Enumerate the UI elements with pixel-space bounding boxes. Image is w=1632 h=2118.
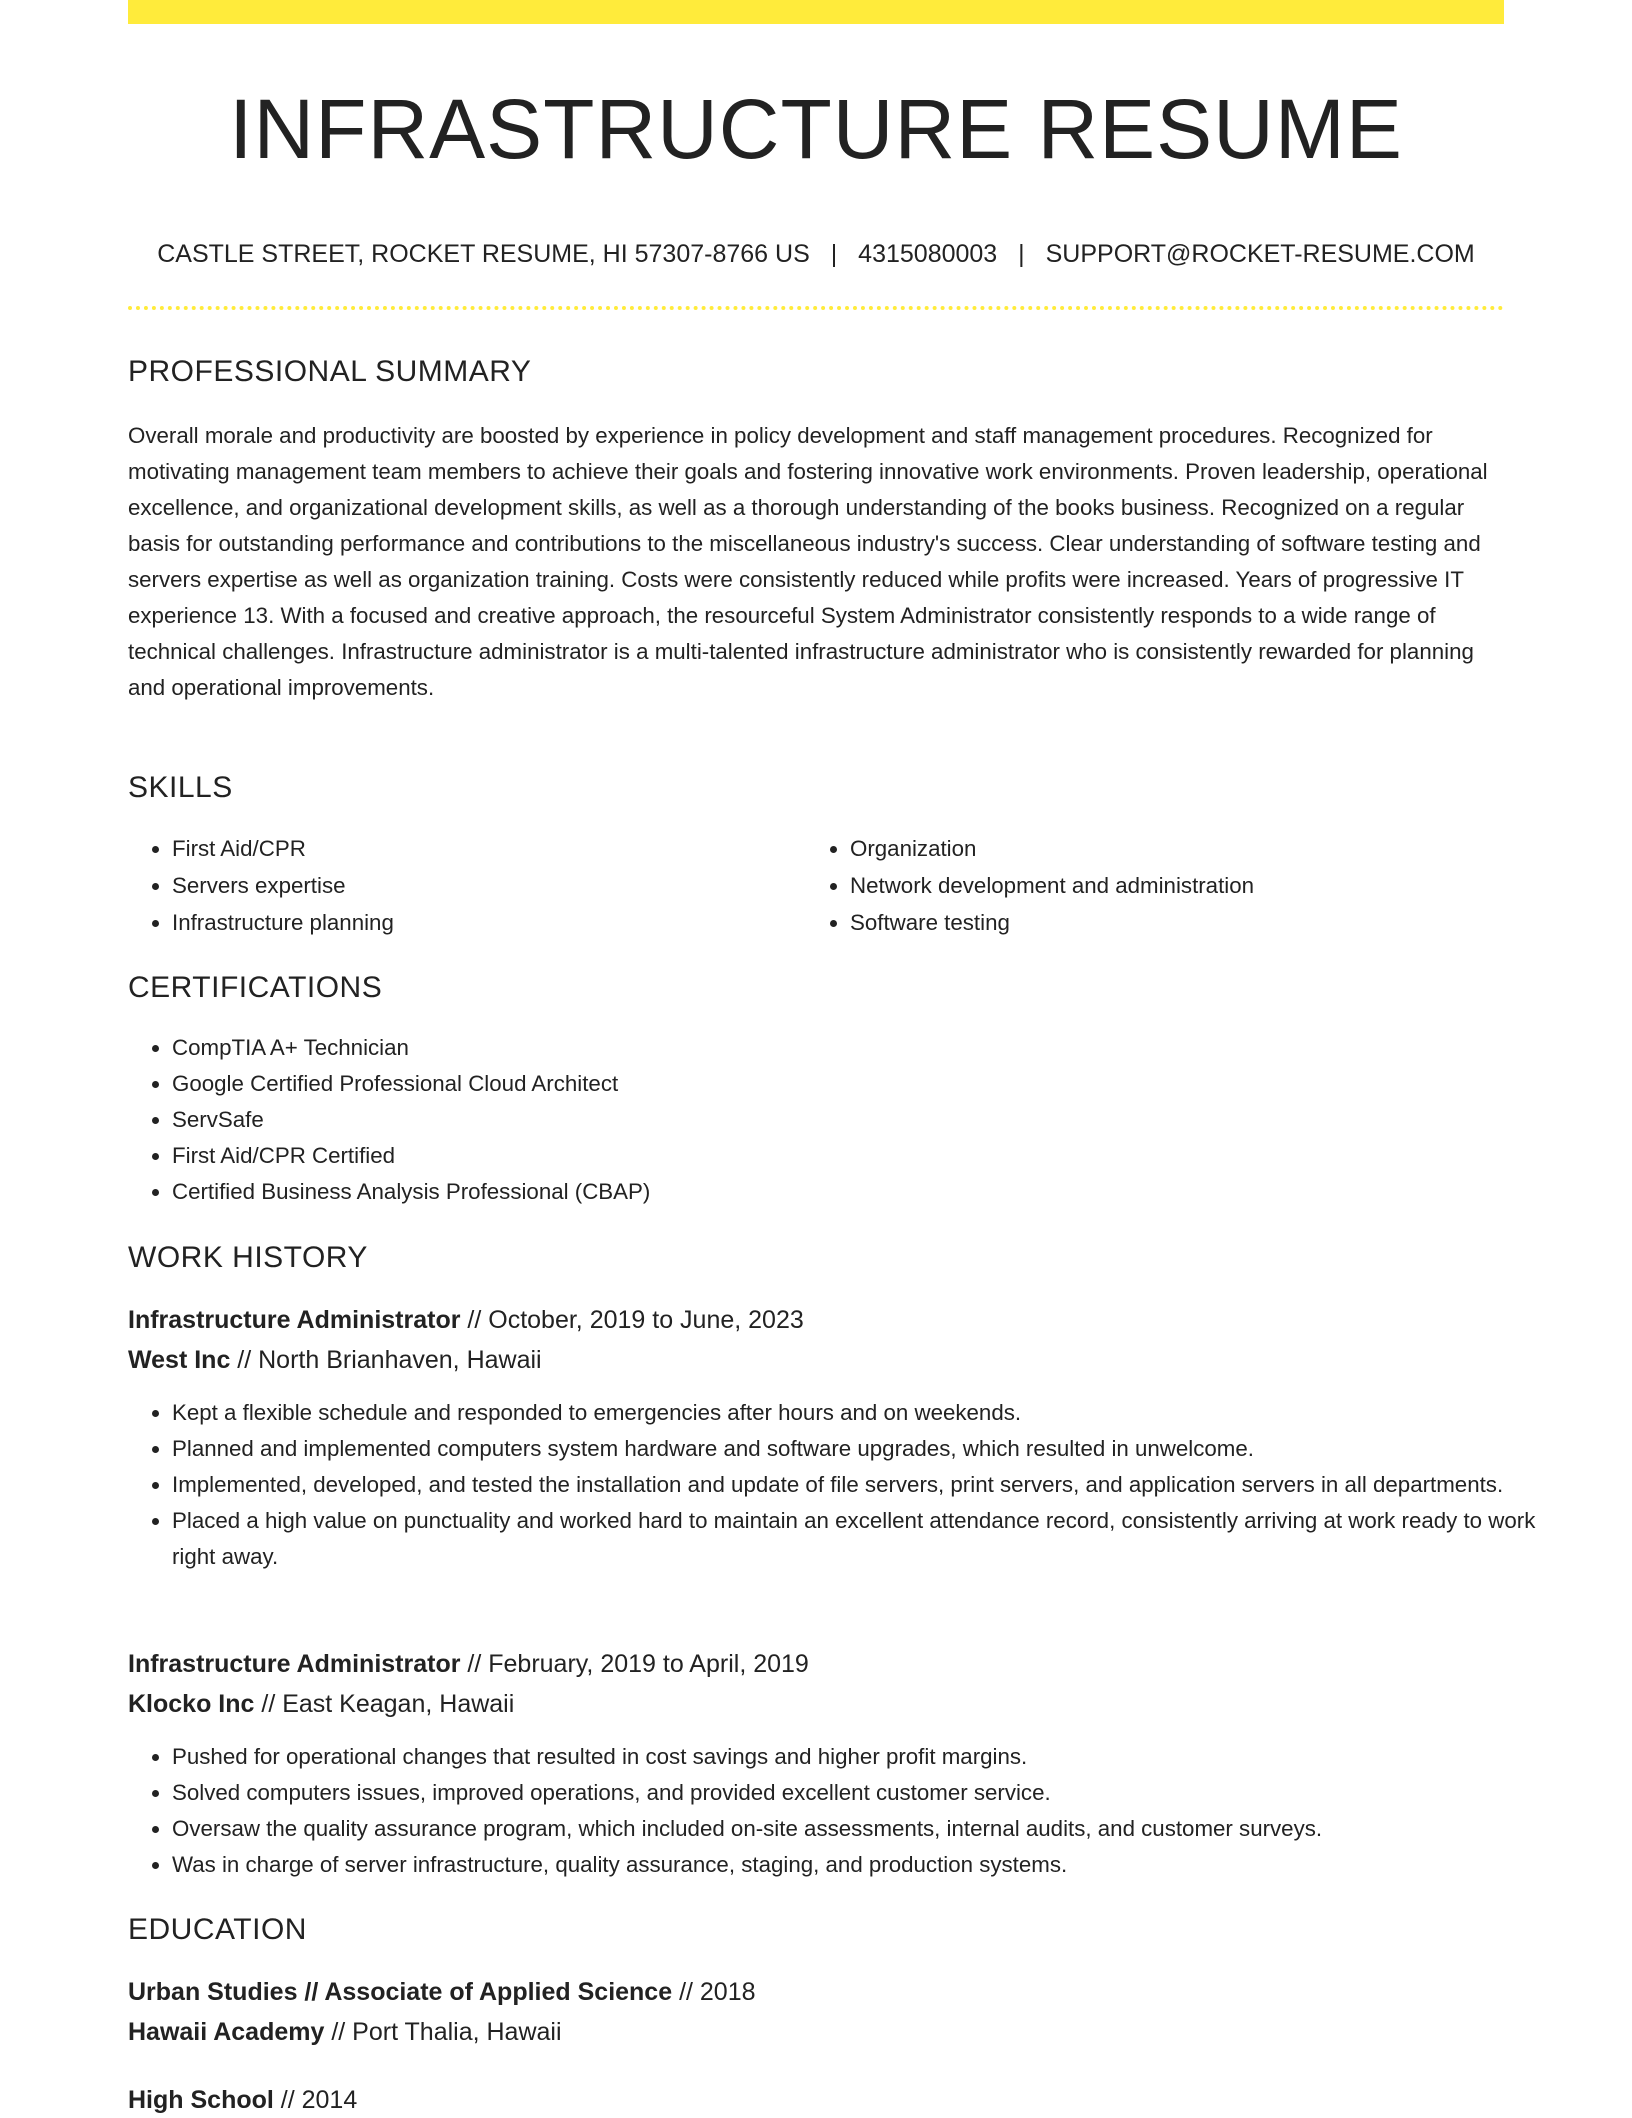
section-heading-certifications: CERTIFICATIONS bbox=[128, 971, 383, 1004]
contact-line bbox=[128, 236, 1504, 272]
education-degree-line bbox=[128, 1974, 756, 2010]
job-bullet-list bbox=[128, 1395, 1548, 1575]
summary-text: Overall morale and productivity are boosted by experience in policy development and staff management procedures. Recognized for motivating management team members to achieve their goals and fostering innovative work environments. Proven leadership, operational excellence, and organizational development skills, as well as a thorough understanding of the books business. Recognized on a regular basis for outstanding performance and contributions to the miscellaneous industry's success. Clear understanding of software testing and servers expertise as well as organization training. Costs were consistently reduced while profits were increased. Years of progressive IT experience 13. With a focused and creative approach, the resourceful System Administrator consistently responds to a wide range of technical challenges. Infrastructure administrator is a multi-talented infrastructure administrator who is consistently rewarded for planning and operational improvements. bbox=[128, 423, 1488, 700]
job-company-line bbox=[128, 1342, 542, 1378]
job-title: Infrastructure Administrator bbox=[128, 1650, 461, 1678]
contact-phone: 4315080003 bbox=[858, 240, 998, 268]
education-school: Hawaii Academy bbox=[128, 2018, 325, 2046]
certification-item: • First Aid/CPR Certified bbox=[172, 1138, 1548, 1174]
job-bullet-list bbox=[128, 1739, 1548, 1883]
job-location: // East Keagan, Hawaii bbox=[254, 1690, 515, 1718]
contact-separator: | bbox=[830, 240, 838, 268]
job-bullet: • Implemented, developed, and tested the installation and update of file servers, print servers, and application servers in all departments. bbox=[172, 1467, 1548, 1503]
skills-list-left bbox=[128, 830, 832, 941]
job-title-line bbox=[128, 1302, 804, 1338]
job-company: West Inc bbox=[128, 1346, 231, 1374]
job-bullet: • Oversaw the quality assurance program, which included on-site assessments, internal audits, and customer surveys. bbox=[172, 1811, 1548, 1847]
section-heading-education: EDUCATION bbox=[128, 1913, 307, 1946]
job-bullet: • Was in charge of server infrastructure, quality assurance, staging, and production systems. bbox=[172, 1847, 1548, 1883]
job-bullet: • Kept a flexible schedule and responded to emergencies after hours and on weekends. bbox=[172, 1395, 1548, 1431]
education-degree-line bbox=[128, 2082, 357, 2118]
job-bullet: • Pushed for operational changes that resulted in cost savings and higher profit margins. bbox=[172, 1739, 1548, 1775]
certification-item: • CompTIA A+ Technician bbox=[172, 1030, 1548, 1066]
accent-top-bar bbox=[128, 0, 1504, 24]
job-company-line bbox=[128, 1686, 514, 1722]
skill-item: • Organization bbox=[850, 830, 1510, 867]
skill-item: • Infrastructure planning bbox=[172, 904, 832, 941]
contact-address: CASTLE STREET, ROCKET RESUME, HI 57307-8766 US bbox=[157, 240, 810, 268]
job-company: Klocko Inc bbox=[128, 1690, 255, 1718]
job-title: Infrastructure Administrator bbox=[128, 1306, 461, 1334]
job-location: // North Brianhaven, Hawaii bbox=[230, 1346, 542, 1374]
skill-item: • First Aid/CPR bbox=[172, 830, 832, 867]
job-bullet: • Placed a high value on punctuality and worked hard to maintain an excellent attendance record, consistently arriving at work ready to work right away. bbox=[172, 1503, 1548, 1575]
contact-separator: | bbox=[1018, 240, 1025, 268]
job-bullet: • Solved computers issues, improved operations, and provided excellent customer service. bbox=[172, 1775, 1548, 1811]
education-degree: Urban Studies // Associate of Applied Science bbox=[128, 1978, 673, 2006]
section-heading-summary: PROFESSIONAL SUMMARY bbox=[128, 355, 532, 388]
education-year: // 2014 bbox=[273, 2086, 358, 2114]
skills-list-right bbox=[806, 830, 1510, 941]
resume-title: INFRASTRUCTURE RESUME bbox=[229, 82, 1403, 176]
certification-item: • ServSafe bbox=[172, 1102, 1548, 1138]
section-heading-skills: SKILLS bbox=[128, 771, 233, 804]
skill-item: • Servers expertise bbox=[172, 867, 832, 904]
job-title-line bbox=[128, 1646, 809, 1682]
job-dates: // October, 2019 to June, 2023 bbox=[460, 1306, 804, 1334]
education-degree: High School bbox=[128, 2086, 274, 2114]
education-location: // Port Thalia, Hawaii bbox=[324, 2018, 562, 2046]
section-heading-work-history: WORK HISTORY bbox=[128, 1241, 368, 1274]
skill-item: • Network development and administration bbox=[850, 867, 1510, 904]
dotted-divider bbox=[128, 306, 1504, 310]
job-bullet: • Planned and implemented computers system hardware and software upgrades, which resulted in unwelcome. bbox=[172, 1431, 1548, 1467]
contact-email: SUPPORT@ROCKET-RESUME.COM bbox=[1045, 240, 1475, 268]
education-school-line bbox=[128, 2014, 562, 2050]
certifications-list bbox=[128, 1030, 1548, 1210]
skill-item: • Software testing bbox=[850, 904, 1510, 941]
education-year: // 2018 bbox=[672, 1978, 756, 2006]
job-dates: // February, 2019 to April, 2019 bbox=[460, 1650, 809, 1678]
certification-item: • Google Certified Professional Cloud Architect bbox=[172, 1066, 1548, 1102]
certification-item: • Certified Business Analysis Professional (CBAP) bbox=[172, 1174, 1548, 1210]
